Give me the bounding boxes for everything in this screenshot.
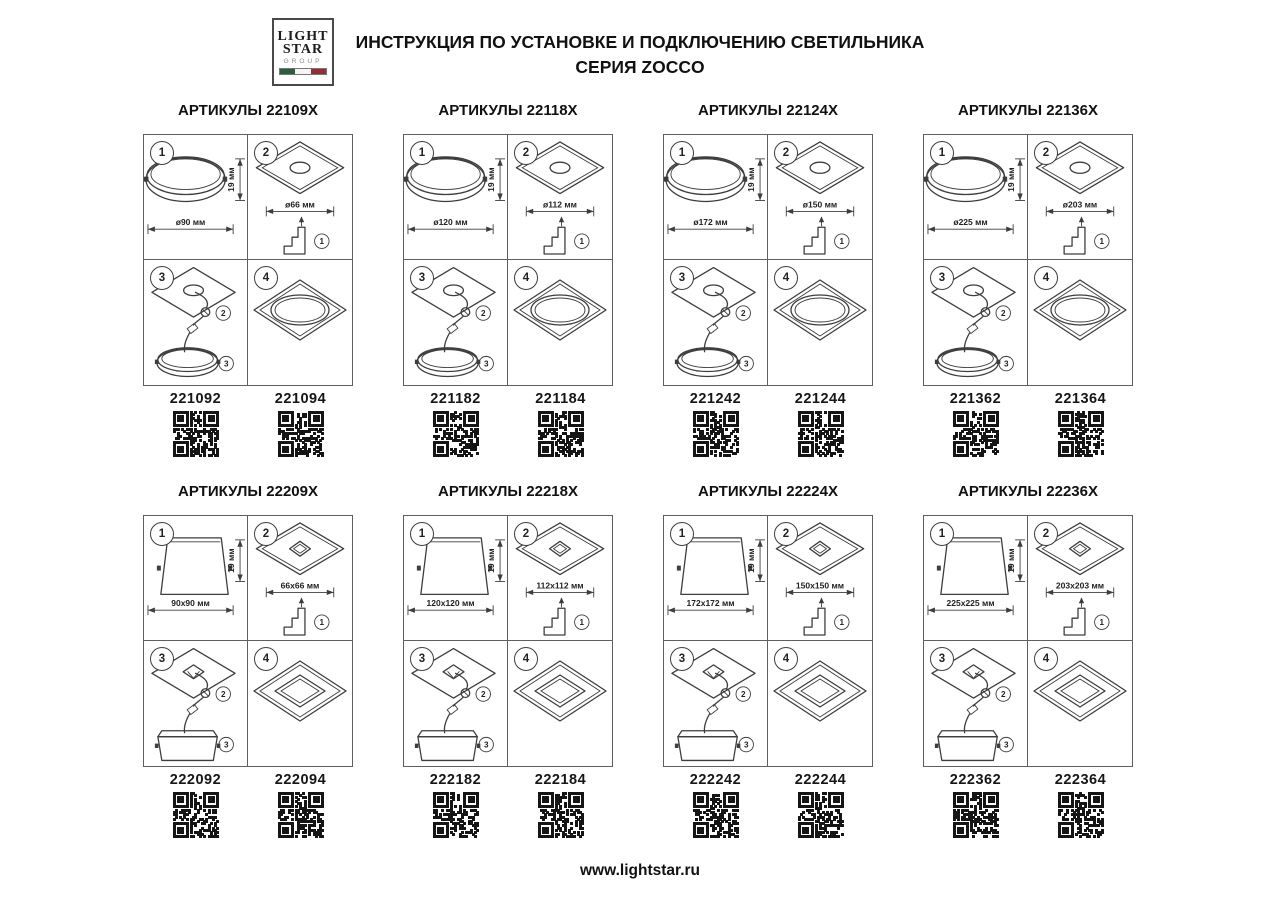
article-code-label: 221364 <box>1054 391 1107 407</box>
step-1-cell <box>924 516 1028 641</box>
qr-code <box>1058 792 1104 838</box>
article-code-left <box>403 772 508 843</box>
ref-fixture-number: 3 <box>223 359 229 369</box>
step-1-cell <box>664 135 768 260</box>
article-code-right <box>508 391 613 462</box>
cutout-size-label: ø66 мм <box>285 199 315 210</box>
ref-fixture-number: 3 <box>1003 359 1009 369</box>
step-number-badge: 4 <box>514 647 538 671</box>
step-number-badge: 1 <box>410 522 434 546</box>
fixture-height-label: 19 мм <box>1006 548 1017 573</box>
article-code-left <box>923 772 1028 843</box>
page-title-line2: СЕРИЯ ZOCCO <box>575 57 705 77</box>
article-code-left <box>663 391 768 462</box>
step-2-cell <box>248 516 352 641</box>
step-number-badge: 4 <box>1034 266 1058 290</box>
cutout-size-label: 112x112 мм <box>536 580 584 591</box>
fixture-height-label: 19 мм <box>226 548 237 573</box>
ref-cut-number: 1 <box>1099 618 1105 628</box>
step-number-badge: 2 <box>1034 522 1058 546</box>
step-1-cell <box>404 516 508 641</box>
step-number-badge: 1 <box>150 522 174 546</box>
step-2-cell <box>1028 135 1132 260</box>
ref-cut-number: 1 <box>579 237 585 247</box>
qr-code <box>433 792 479 838</box>
step-4-cell <box>508 260 612 385</box>
step-2-cell <box>768 135 872 260</box>
step-number-badge: 4 <box>1034 647 1058 671</box>
article-code-label: 222362 <box>949 772 1002 788</box>
step-number-badge: 3 <box>150 266 174 290</box>
article-code-label: 221182 <box>430 391 481 407</box>
article-code-right <box>1028 772 1133 843</box>
step-3-cell <box>144 641 248 766</box>
fixture-height-label: 19 мм <box>486 167 497 192</box>
logo-text-group: GROUP <box>283 57 323 65</box>
article-codes-row <box>923 391 1133 462</box>
article-code-left <box>663 772 768 843</box>
product-panel <box>923 483 1133 843</box>
step-2-cell <box>248 135 352 260</box>
panel-title: АРТИКУЛЫ 22136X <box>958 102 1098 119</box>
article-codes-row <box>143 391 353 462</box>
article-code-left <box>143 772 248 843</box>
instruction-grid <box>143 134 353 386</box>
product-panel <box>403 102 613 462</box>
article-code-left <box>923 391 1028 462</box>
instruction-grid <box>143 515 353 767</box>
step-4-cell <box>1028 641 1132 766</box>
fixture-width-label: 90x90 мм <box>171 598 210 609</box>
qr-code <box>953 792 999 838</box>
panel-title: АРТИКУЛЫ 22209X <box>178 483 318 500</box>
step-number-badge: 1 <box>930 141 954 165</box>
article-code-label: 222244 <box>794 772 847 788</box>
qr-code <box>538 411 584 457</box>
product-panel <box>403 483 613 843</box>
step-number-badge: 1 <box>670 141 694 165</box>
fixture-width-label: ø225 мм <box>953 217 988 228</box>
instruction-grid <box>923 515 1133 767</box>
step-number-badge: 1 <box>150 141 174 165</box>
fixture-width-label: ø172 мм <box>693 217 728 228</box>
step-number-badge: 2 <box>1034 141 1058 165</box>
step-number-badge: 4 <box>774 647 798 671</box>
cutout-size-label: 66x66 мм <box>280 580 320 591</box>
fixture-height-label: 19 мм <box>226 167 237 192</box>
step-number-badge: 1 <box>670 522 694 546</box>
step-1-cell <box>144 516 248 641</box>
article-codes-row <box>663 772 873 843</box>
ref-connect-number: 2 <box>480 690 486 700</box>
article-code-right <box>508 772 613 843</box>
qr-code <box>278 792 324 838</box>
step-number-badge: 2 <box>514 141 538 165</box>
cutout-size-label: ø203 мм <box>1062 199 1098 210</box>
step-number-badge: 2 <box>774 522 798 546</box>
step-number-badge: 3 <box>930 647 954 671</box>
step-number-badge: 1 <box>930 522 954 546</box>
step-number-badge: 4 <box>254 647 278 671</box>
ref-connect-number: 2 <box>480 309 486 319</box>
article-codes-row <box>663 391 873 462</box>
step-number-badge: 2 <box>254 141 278 165</box>
qr-code <box>538 792 584 838</box>
step-number-badge: 2 <box>254 522 278 546</box>
step-1-cell <box>664 516 768 641</box>
instruction-grid <box>403 134 613 386</box>
fixture-height-label: 19 мм <box>1006 167 1017 192</box>
stair-cut-icon <box>544 216 565 254</box>
step-3-cell <box>924 641 1028 766</box>
stair-cut-icon <box>1064 597 1085 635</box>
step-3-cell <box>664 260 768 385</box>
stair-cut-icon <box>544 597 565 635</box>
qr-code <box>1058 411 1104 457</box>
ref-connect-number: 2 <box>220 690 226 700</box>
ref-fixture-number: 3 <box>483 740 489 750</box>
step-number-badge: 2 <box>774 141 798 165</box>
step-4-cell <box>248 641 352 766</box>
article-codes-row <box>403 772 613 843</box>
step-3-cell <box>664 641 768 766</box>
panel-title: АРТИКУЛЫ 22109X <box>178 102 318 119</box>
page-title <box>0 30 1280 80</box>
article-code-left <box>403 391 508 462</box>
article-code-label: 221242 <box>689 391 742 407</box>
instruction-grid <box>923 134 1133 386</box>
step-2-cell <box>768 516 872 641</box>
stair-cut-icon <box>804 597 825 635</box>
fixture-width-label: 225x225 мм <box>946 598 995 609</box>
article-code-right <box>768 391 873 462</box>
ref-connect-number: 2 <box>1000 690 1006 700</box>
website-url: www.lightstar.ru <box>580 862 700 879</box>
stair-cut-icon <box>284 597 305 635</box>
article-code-label: 222364 <box>1054 772 1107 788</box>
ref-cut-number: 1 <box>579 618 585 628</box>
ref-connect-number: 2 <box>740 309 746 319</box>
fixture-height-label: 19 мм <box>746 167 757 192</box>
step-1-cell <box>404 135 508 260</box>
step-number-badge: 3 <box>930 266 954 290</box>
article-code-label: 222094 <box>274 772 327 788</box>
step-1-cell <box>924 135 1028 260</box>
qr-code <box>173 792 219 838</box>
fixture-width-label: 120x120 мм <box>426 598 475 609</box>
step-4-cell <box>768 260 872 385</box>
step-number-badge: 4 <box>774 266 798 290</box>
fixture-width-label: ø90 мм <box>175 217 206 228</box>
panel-title: АРТИКУЛЫ 22118X <box>438 102 578 119</box>
cutout-size-label: 150x150 мм <box>795 580 845 591</box>
qr-code <box>693 411 739 457</box>
step-number-badge: 3 <box>150 647 174 671</box>
logo-text-star: STAR <box>282 41 324 57</box>
instruction-grid <box>663 134 873 386</box>
article-code-label: 221092 <box>169 391 222 407</box>
ref-cut-number: 1 <box>1099 237 1105 247</box>
step-number-badge: 3 <box>410 647 434 671</box>
ref-cut-number: 1 <box>319 237 325 247</box>
qr-code <box>173 411 219 457</box>
article-code-right <box>248 772 353 843</box>
panel-title: АРТИКУЛЫ 22124X <box>698 102 838 119</box>
instruction-grid <box>663 515 873 767</box>
step-3-cell <box>924 260 1028 385</box>
stair-cut-icon <box>804 216 825 254</box>
qr-code <box>278 411 324 457</box>
article-code-label: 222182 <box>429 772 482 788</box>
instruction-grid <box>403 515 613 767</box>
step-2-cell <box>508 516 612 641</box>
step-number-badge: 3 <box>670 266 694 290</box>
article-code-label: 221184 <box>535 391 586 407</box>
ref-cut-number: 1 <box>839 618 845 628</box>
article-code-left <box>143 391 248 462</box>
article-code-right <box>768 772 873 843</box>
step-number-badge: 4 <box>514 266 538 290</box>
panel-title: АРТИКУЛЫ 22224X <box>698 483 838 500</box>
article-codes-row <box>923 772 1133 843</box>
step-4-cell <box>768 641 872 766</box>
article-code-label: 222092 <box>169 772 222 788</box>
article-codes-row <box>143 772 353 843</box>
qr-code <box>798 411 844 457</box>
qr-code <box>693 792 739 838</box>
article-code-label: 221244 <box>794 391 847 407</box>
article-code-label: 222242 <box>689 772 742 788</box>
product-panel <box>663 483 873 843</box>
step-4-cell <box>1028 260 1132 385</box>
step-number-badge: 3 <box>410 266 434 290</box>
ref-connect-number: 2 <box>740 690 746 700</box>
fixture-height-label: 19 мм <box>746 548 757 573</box>
ref-connect-number: 2 <box>1000 309 1006 319</box>
step-4-cell <box>508 641 612 766</box>
step-number-badge: 4 <box>254 266 278 290</box>
step-1-cell <box>144 135 248 260</box>
step-2-cell <box>1028 516 1132 641</box>
article-code-label: 222184 <box>534 772 587 788</box>
step-3-cell <box>404 260 508 385</box>
ref-fixture-number: 3 <box>743 740 749 750</box>
article-code-right <box>1028 391 1133 462</box>
fixture-height-label: 19 мм <box>486 548 497 573</box>
ref-fixture-number: 3 <box>1003 740 1009 750</box>
page-title-line1: ИНСТРУКЦИЯ ПО УСТАНОВКЕ И ПОДКЛЮЧЕНИЮ СВЕТИЛЬНИКА <box>355 32 925 52</box>
ref-fixture-number: 3 <box>223 740 229 750</box>
ref-cut-number: 1 <box>839 237 845 247</box>
article-codes-row <box>403 391 613 462</box>
stair-cut-icon <box>284 216 305 254</box>
step-4-cell <box>248 260 352 385</box>
article-code-label: 221362 <box>949 391 1002 407</box>
panel-title: АРТИКУЛЫ 22236X <box>958 483 1098 500</box>
stair-cut-icon <box>1064 216 1085 254</box>
fixture-width-label: 172x172 мм <box>686 598 735 609</box>
step-number-badge: 1 <box>410 141 434 165</box>
panel-title: АРТИКУЛЫ 22218X <box>438 483 578 500</box>
step-3-cell <box>144 260 248 385</box>
cutout-size-label: 203x203 мм <box>1055 580 1105 591</box>
qr-code <box>798 792 844 838</box>
product-panel <box>143 102 353 462</box>
qr-code <box>433 411 479 457</box>
step-3-cell <box>404 641 508 766</box>
logo-text-light: LIGHT <box>277 28 329 44</box>
product-panel <box>143 483 353 843</box>
ref-connect-number: 2 <box>220 309 226 319</box>
article-code-right <box>248 391 353 462</box>
step-2-cell <box>508 135 612 260</box>
product-panel <box>663 102 873 462</box>
step-number-badge: 3 <box>670 647 694 671</box>
fixture-width-label: ø120 мм <box>433 217 468 228</box>
qr-code <box>953 411 999 457</box>
article-code-label: 221094 <box>274 391 327 407</box>
cutout-size-label: ø150 мм <box>802 199 838 210</box>
step-number-badge: 2 <box>514 522 538 546</box>
ref-cut-number: 1 <box>319 618 325 628</box>
ref-fixture-number: 3 <box>743 359 749 369</box>
product-panel <box>923 102 1133 462</box>
ref-fixture-number: 3 <box>483 359 489 369</box>
cutout-size-label: ø112 мм <box>543 199 577 210</box>
